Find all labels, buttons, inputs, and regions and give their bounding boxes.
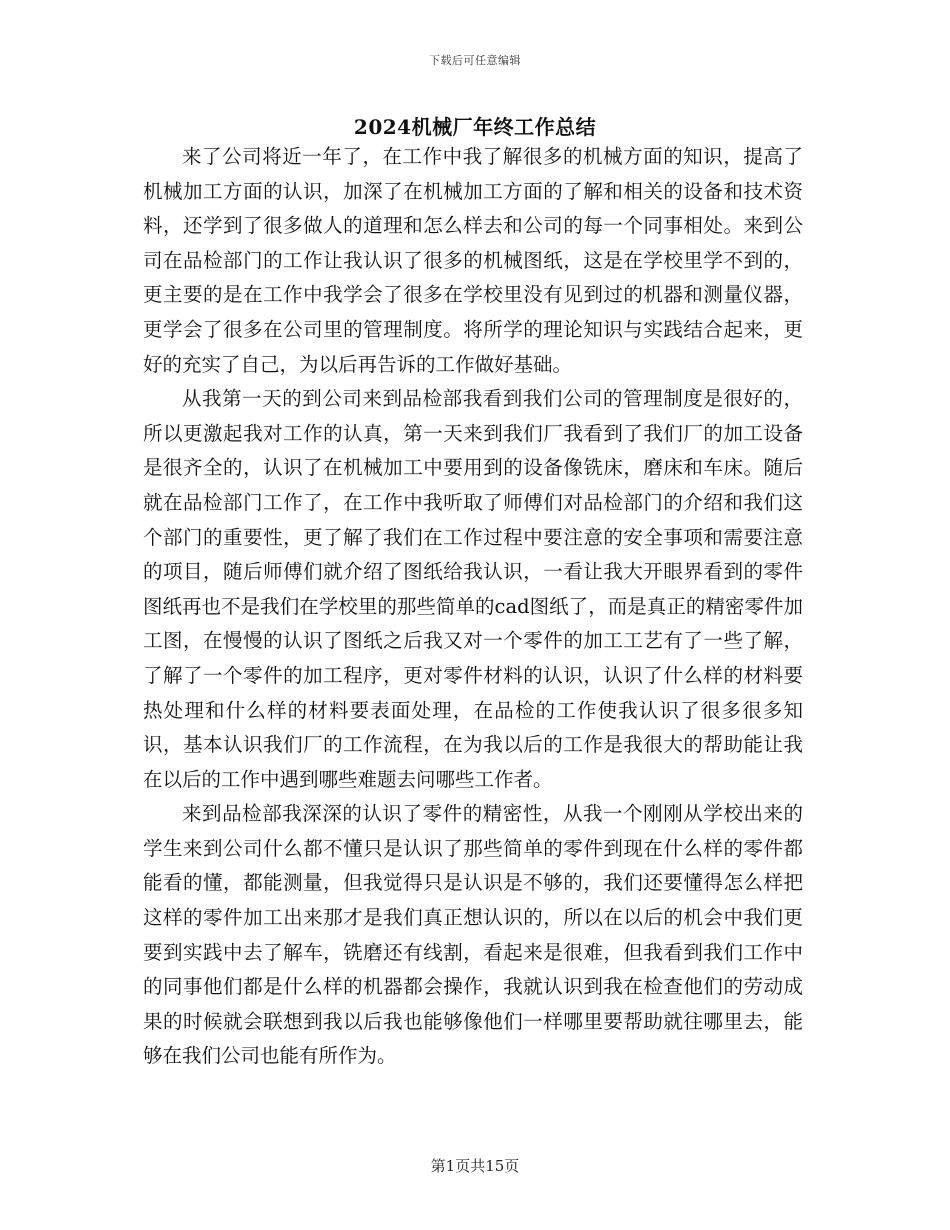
paragraph: 来了公司将近一年了，在工作中我了解很多的机械方面的知识，提高了机械加工方面的认识，加深了在机械加工方面的了解和相关的设备和技术资料，还学到了很多做人的道理和怎么样去和公司的每一个同事相处。来到公司在品检部门的工作让我认识了很多的机械图纸，这是在学校里学不到的，更主要的是在工作中我学会了很多在学校里没有见到过的机器和测量仪器，更学会了很多在公司里的管理制度。将所学的理论知识与实践结合起来，更好的充实了自己，为以后再告诉的工作做好基础。	[143, 145, 803, 376]
paragraph: 来到品检部我深深的认识了零件的精密性，从我一个刚刚从学校出来的学生来到公司什么都不懂只是认识了那些简单的零件到现在什么样的零件都能看的懂，都能测量，但我觉得只是认识是不够的，我们还要懂得怎么样把这样的零件加工出来那才是我们真正想认识的，所以在以后的机会中我们更要到实践中去了解车，铣磨还有线割，看起来是很难，但我看到我们工作中的同事他们都是什么样的机器都会操作，我就认识到我在检查他们的劳动成果的时候就会联想到我以后我也能够像他们一样哪里要帮助就往哪里去，能够在我们公司也能有所作为。	[143, 802, 803, 1068]
header-note: 下载后可任意编辑	[429, 54, 521, 67]
document-title: 2024机械厂年终工作总结	[353, 115, 597, 139]
paragraph: 从我第一天的到公司来到品检部我看到我们公司的管理制度是很好的，所以更激起我对工作的认真，第一天来到我们厂我看到了我们厂的加工设备是很齐全的，认识了在机械加工中要用到的设备像铣床，磨床和车床。随后就在品检部门工作了，在工作中我听取了师傅们对品检部门的介绍和我们这个部门的重要性，更了解了我们在工作过程中要注意的安全事项和需要注意的项目，随后师傅们就介绍了图纸给我认识，一看让我大开眼界看到的零件图纸再也不是我们在学校里的那些简单的cad图纸了，而是真正的精密零件加工图，在慢慢的认识了图纸之后我又对一个零件的加工工艺有了一些了解，了解了一个零件的加工程序，更对零件材料的认识，认识了什么样的材料要热处理和什么样的材料要表面处理，在品检的工作使我认识了很多很多知识，基本认识我们厂的工作流程，在为我以后的工作是我很大的帮助能让我在以后的工作中遇到哪些难题去问哪些工作者。	[143, 387, 803, 791]
page-number: 第1页共15页	[430, 1157, 520, 1175]
document-body	[143, 140, 803, 1074]
